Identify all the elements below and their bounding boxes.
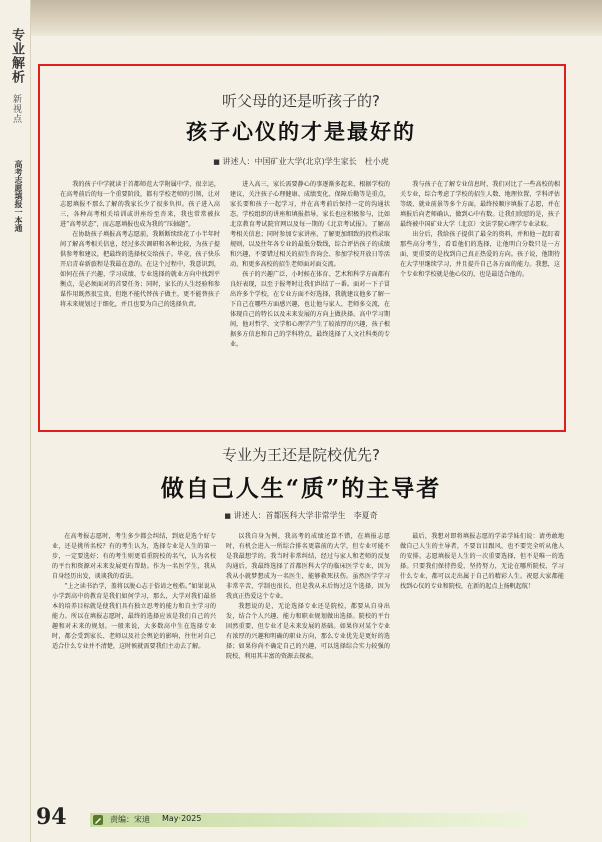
article1-column-1 (60, 180, 220, 422)
article1-byline-text: 讲述人：中国矿业大学(北京)学生家长 杜小虎 (222, 157, 389, 166)
article2-column-2 (226, 532, 390, 794)
paragraph: 我想说的是，无论选择专业还是院校，都要从自身出发，结合个人兴趣、能力和职业规划做出选择。院校的平台固然重要，但专业才是未来发展的基础。如果你对某个专业有浓厚的兴趣和明确的职业方向，那么专业优先是更好的选择；如果你尚不确定自己的兴趣，可以选择综合实力较强的院校，利用其丰富的资源去探索。 (226, 603, 390, 660)
square-bullet-icon: ■ (213, 158, 220, 166)
section-subtitle: 新视点 (11, 93, 21, 124)
article2-column-1 (52, 532, 216, 794)
editor-credit: 责编：宋迪 (110, 815, 150, 824)
article2-question: 专业为王还是院校优先? (222, 446, 380, 464)
article1-question: 听父母的还是听孩子的? (222, 92, 380, 110)
article1-column-2 (230, 180, 390, 422)
article1-title: 孩子心仪的才是最好的 (186, 119, 416, 144)
paragraph: 出分后，我给孩子提供了最全的资料，并和他一起盯着那些高分考生，看看他们的选择，让他明白分数只是一方面，更重要的是找到自己真正热爱的方向。孩子说，他期待在大学里继续学习，并且提升自己各方面的能力。我想，这个专业和学校就是他心仪的，也是最适合他的。 (400, 231, 560, 278)
paragraph: “上之读书治学，盖将以脱心志于俗谛之桎梏。”如果说从小学到高中的教育是我们如何学习，那么，大学对我们最基本的培养目标就是使我们具有独立思考的能力和自主学习的能力。所以在填报志愿时，最终的选择应该是我们自己的兴趣和对未来的规划。一般来说，大多数高中生在选择专业时，都会受到家长、老师以及社会舆论的影响，往往对自己适合什么专业并不清楚，这时候就需要我们主动去了解。 (52, 583, 216, 650)
paragraph: 我与孩子在了解专业信息时，我们对比了一些高校的相关专业，综合考虑了学校的招生人数、地理位置、学科评估等级、就业前景等多个方面，最终按顺序填报了志愿，并在填报后向老师确认，做到心中有数。让我们欣慰的是，孩子最终被中国矿业大学（北京）文法学院心理学专业录取。 (400, 181, 560, 228)
paragraph: 在高考报志愿时，考生多少都会纠结，到底是选个好专业，还是挑所名校？有的考生认为，选择专业是人生的第一步，一定要选好；有的考生则更看重院校的名气，认为名校的平台和资源对未来发展更有帮助。作为一名医学生，我从自身经历出发，谈谈我的看法。 (52, 533, 216, 580)
paragraph: 最后，我想对即将填报志愿的学弟学妹们说：请勇敢地做自己人生的主导者，不要盲目跟风，也不要完全听从他人的安排。志愿填报是人生的一次重要选择，但不是唯一的选择。只要我们保持热爱、坚持努力，无论在哪所院校、学习什么专业，都可以走出属于自己的精彩人生。祝愿大家都能找到心仪的专业和院校，在新的起点上扬帆起航！ (400, 533, 564, 590)
article1-body (60, 180, 560, 422)
section-title-text: 专业解析 (9, 28, 24, 84)
paragraph: 我的孩子中学就读于首都师范大学附属中学，很幸运，在高考前后的每一个重要阶段，都有学校老师的引领，让对志愿填报不那么了解的我家长少了很多负担。孩子进入高三，各种高考相关培训或讲座纷至沓来，我也常常被拉进“高考状态”，而志愿填报也成为我的“压轴题”。 (60, 181, 220, 228)
article2-column-3 (400, 532, 564, 794)
article1-byline (0, 156, 602, 167)
article2-byline (0, 510, 602, 521)
page-footer (30, 800, 602, 842)
header-background-image (30, 0, 602, 36)
page-number: 94 (36, 804, 67, 830)
paragraph: 以我自身为例，我高考的成绩还算不错，在填报志愿时，有机会进入一所综合排名更靠前的大学，但专业可能不是我最想学的。我当时非常纠结，经过与家人和老师的反复沟通后，我最终选择了首都医科大学的临床医学专业，因为我从小就梦想成为一名医生，能够救死扶伤。虽然医学学习非常辛苦，学制也很长，但是我从未后悔过这个选择，因为我真正热爱这个专业。 (226, 533, 390, 600)
article2-body (52, 532, 564, 794)
article2-byline-text: 讲述人：首都医科大学非常学生 李夏奇 (233, 511, 378, 520)
article2-title: 做自己人生“质”的主导者 (160, 475, 442, 502)
paragraph: 孩子的兴趣广泛，小时候在体育、艺术和科学方面都有良好表现，以至于报考时让我们纠结了一番。面对一下子冒出许多个学校，在专业方面不好选择，我就建议他多了解一下自己在哪些方面感兴趣，也让他与家人、老师多交流，在体现自己的特长以及未来发展的方向上做抉择。高中学习期间，他对哲学、文学和心理学产生了较浓厚的兴趣，孩子根据多方信息和自己的学科特点，最终选择了人文社科类的专业。 (230, 271, 390, 348)
footer-bar (90, 813, 530, 827)
column-name: 高考志愿填报一本通 (14, 160, 23, 232)
article1-column-3 (400, 180, 560, 422)
paragraph: 在协助孩子填报高考志愿前，我断断续续花了小半年时间了解高考相关信息，经过多次调研和各种比较，为孩子提供参考和建议，把最终的选择权交给孩子。毕竟，孩子快乐开启青春新旅程是我最在意的。在这个过程中，我意识到，如何在孩子兴趣、学习成绩、专业选择的就业方向中找到平衡点，是必须面对的首要任务；同时，家长的人生经验和参谋作用既然很宝贵，但绝不能代替孩子做主，更不能替孩子将未来规划过于细化，并且也要为自己的选择负责。 (60, 231, 220, 308)
issue-date: May·2025 (162, 814, 202, 823)
editor-pen-icon (92, 814, 104, 826)
square-bullet-icon: ■ (224, 512, 232, 520)
paragraph: 进入高三，家长需要静心的事逐渐多起来，根据学校的建议，关注孩子心理健康、成绩变化、保障后勤等是重点，家长要和孩子一起学习，并在高考前后保持一定的沟通状态，学校组织的讲座和填报指导，家长也应积极参与，比如北京教育考试院官网以及每一期的《北京考试报》。了解高考相关信息；同时参加专家讲座、了解更加细致的投档录取规则，以及往年各专业的最低分数线，综合评估孩子的成绩和兴趣，不要错过相关的招生咨询会、参加学校开放日等活动，和更多高校的招生老师面对面交流。 (230, 181, 390, 268)
